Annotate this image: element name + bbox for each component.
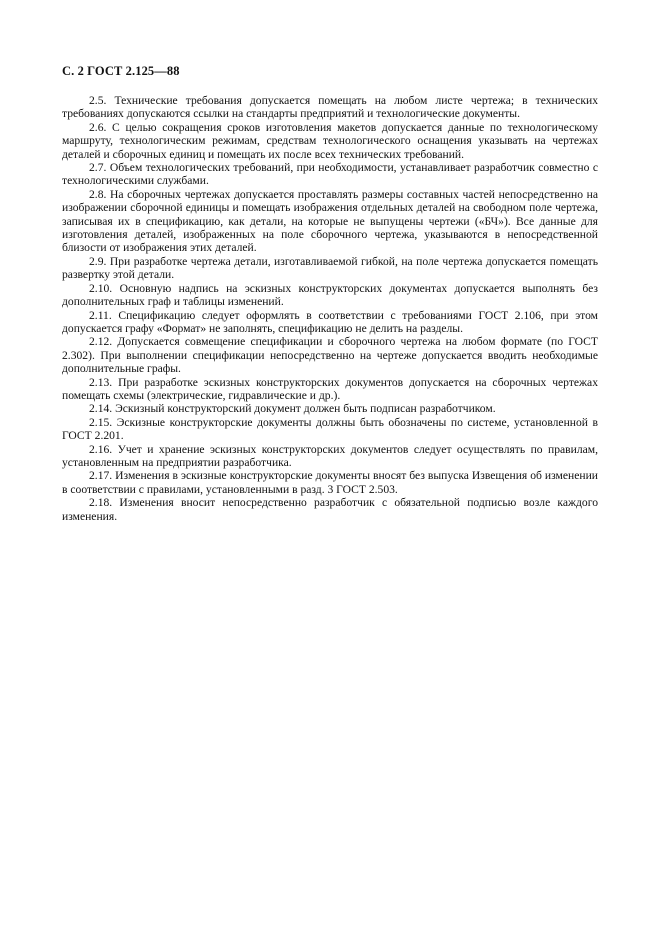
clause-2-9: 2.9. При разработке чертежа детали, изготавливаемой гибкой, на поле чертежа допускается помещать развертку этой детали.	[62, 254, 598, 282]
clause-2-17: 2.17. Изменения в эскизные конструкторские документы вносят без выпуска Извещения об изменении в соответствии с правилами, установленными в разд. 3 ГОСТ 2.503.	[62, 469, 598, 496]
document-page	[62, 63, 598, 523]
clause-2-15: 2.15. Эскизные конструкторские документы должны быть обозначены по системе, установленной в ГОСТ 2.201.	[62, 415, 598, 443]
clause-2-7: 2.7. Объем технологических требований, при необходимости, устанавливает разработчик совместно с технологическими службами.	[62, 161, 598, 188]
clause-2-13: 2.13. При разработке эскизных конструкторских документов допускается на сборочных чертежах помещать схемы (электрические, гидравлические и др.).	[62, 375, 598, 402]
clause-2-18: 2.18. Изменения вносит непосредственно разработчик с обязательной подписью возле каждого изменения.	[62, 496, 598, 523]
clause-2-11: 2.11. Спецификацию следует оформлять в соответствии с требованиями ГОСТ 2.106, при этом допускается графу «Формат» не заполнять, спецификацию не делить на разделы.	[62, 308, 598, 335]
clause-2-16: 2.16. Учет и хранение эскизных конструкторских документов следует осуществлять по правилам, установленным на предприятии разработчика.	[62, 442, 598, 469]
clause-2-10: 2.10. Основную надпись на эскизных конструкторских документах допускается выполнять без дополнительных граф и таблицы изменений.	[62, 281, 598, 309]
clause-2-12: 2.12. Допускается совмещение спецификации и сборочного чертежа на любом формате (по ГОСТ 2.302). При выполнении спецификации непосредственно на чертеже допускается вводить необходимые дополнительные графы.	[62, 335, 598, 376]
document-body	[62, 94, 598, 523]
running-header: С. 2 ГОСТ 2.125—88	[62, 64, 180, 78]
clause-2-6: 2.6. С целью сокращения сроков изготовления макетов допускается данные по технологическому маршруту, технологическим режимам, средствам технологического оснащения указывать на чертежах деталей и сборочных единиц и помещать их после всех технических требований.	[62, 120, 598, 161]
clause-2-5: 2.5. Технические требования допускается помещать на любом листе чертежа; в технических требованиях допускаются ссылки на стандарты предприятий и технологические документы.	[62, 94, 598, 121]
clause-2-14: 2.14. Эскизный конструкторский документ должен быть подписан разработчиком.	[89, 402, 496, 416]
clause-2-8: 2.8. На сборочных чертежах допускается проставлять размеры составных частей непосредственно на изображении сборочной единицы и помещать изображения отдельных деталей на свободном поле чертежа, записывая их в спецификацию, как детали, на которые не выпущены чертежи («БЧ»). Все данные для изготовления деталей, изображенных на поле сборочного чертежа, указываются в непосредственной близости от изображения этих деталей.	[62, 187, 598, 255]
